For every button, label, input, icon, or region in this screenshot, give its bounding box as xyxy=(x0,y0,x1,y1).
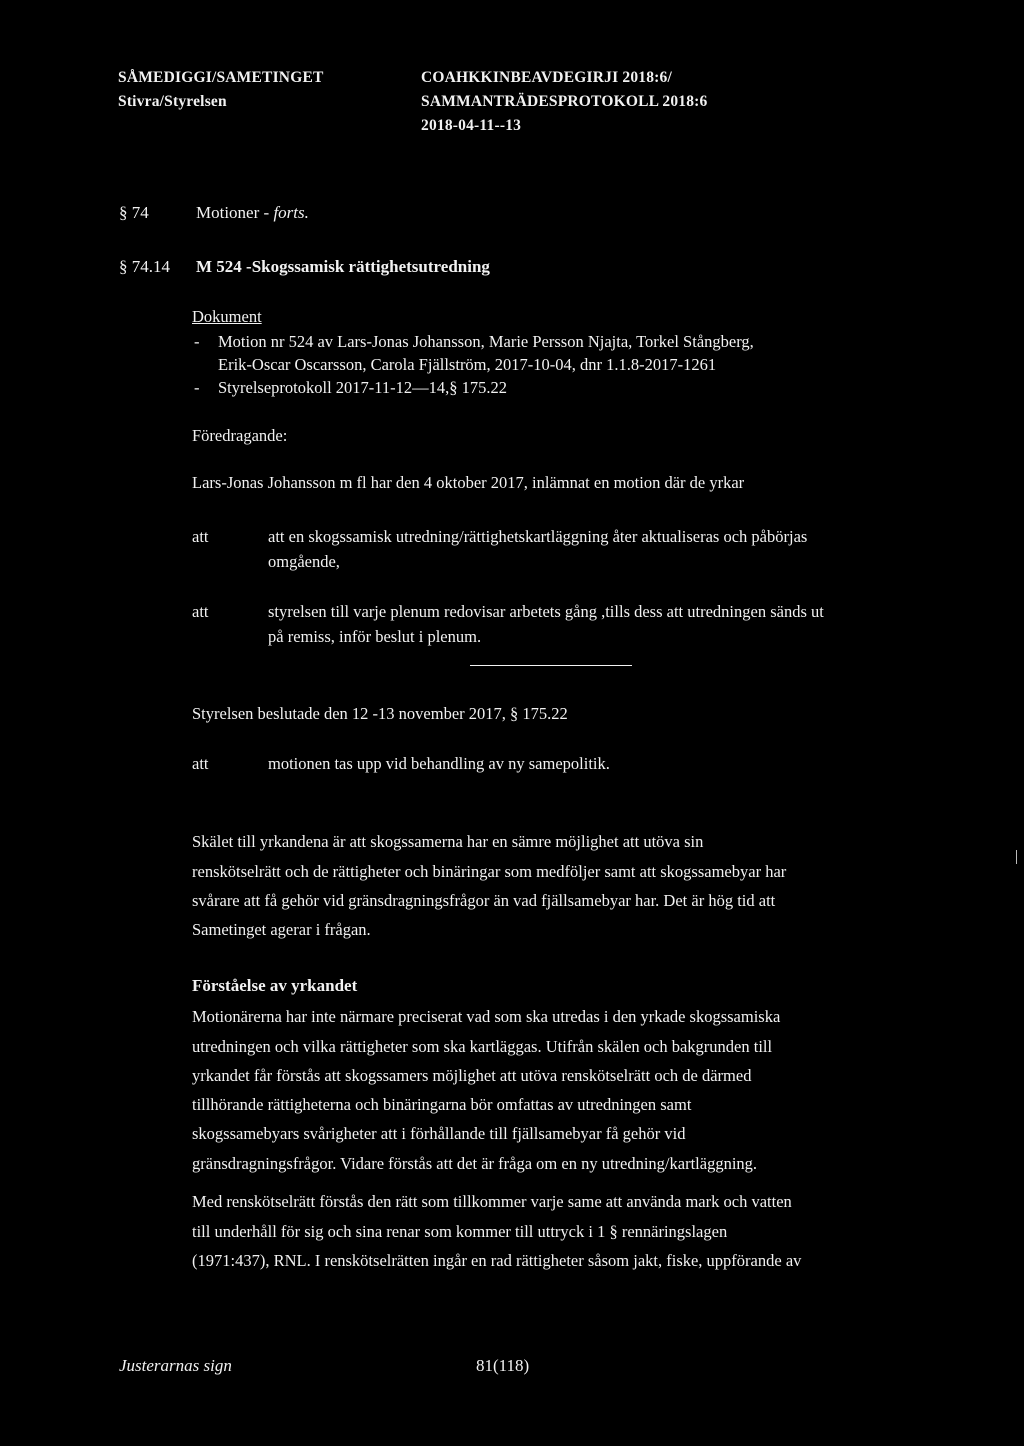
reason-line-1: Skälet till yrkandena är att skogssamerna har en sämre möjlighet att utöva sin xyxy=(192,832,704,851)
documents-heading: Dokument xyxy=(192,307,262,326)
page-number: 81(118) xyxy=(476,1356,530,1375)
divider-line xyxy=(470,665,632,666)
decision-text: Styrelsen beslutade den 12 -13 november 2017, § 175.22 xyxy=(192,704,568,723)
documents-item-1: Motion nr 524 av Lars-Jonas Johansson, Marie Persson Njajta, Torkel Stångberg, xyxy=(218,332,754,351)
claim-2-line1: styrelsen till varje plenum redovisar arbetets gång ,tills dess att utredningen sänds ut xyxy=(268,602,824,621)
claim-2-line2: på remiss, inför beslut i plenum. xyxy=(268,627,482,646)
doc-title-line1: COAHKKINBEAVDEGIRJI 2018:6/ xyxy=(421,69,672,86)
documents-item-1-cont: Erik-Oscar Oscarsson, Carola Fjällström, 2017-10-04, dnr 1.1.8-2017-1261 xyxy=(218,355,717,374)
presenter-label: Föredragande: xyxy=(192,426,288,445)
reason-line-3: svårare att få gehör vid gränsdragningsfrågor än vad fjällsamebyar har. Det är hög tid att xyxy=(192,891,776,910)
understanding-line-5: skogssamebyars svårigheter att i förhållande till fjällsamebyar få gehör vid xyxy=(192,1124,686,1143)
understanding-line-2: utredningen och vilka rättigheter som ska kartläggas. Utifrån skälen och bakgrunden till xyxy=(192,1037,773,1056)
reason-line-4: Sametinget agerar i frågan. xyxy=(192,920,371,939)
claim-1-marker: att xyxy=(192,527,209,546)
subsection-number: § 74.14 xyxy=(119,257,170,276)
org-name: SÅMEDIGGI/SAMETINGET xyxy=(118,69,324,86)
section-title xyxy=(196,203,309,223)
understanding-line-4: tillhörande rättigheterna och binäringarna bör omfattas av utredningen samt xyxy=(192,1095,692,1114)
org-division: Stivra/Styrelsen xyxy=(118,93,227,110)
motion-intro: Lars-Jonas Johansson m fl har den 4 oktober 2017, inlämnat en motion där de yrkar xyxy=(192,473,745,492)
section-number: § 74 xyxy=(119,203,149,222)
claim-1-line2: omgående, xyxy=(268,552,340,571)
bullet-dash: - xyxy=(194,332,200,351)
understanding-heading: Förståelse av yrkandet xyxy=(192,976,358,995)
documents-item-2: Styrelseprotokoll 2017-11-12—14,§ 175.22 xyxy=(218,378,508,397)
doc-date: 2018-04-11--13 xyxy=(421,117,522,134)
understanding-line-6: gränsdragningsfrågor. Vidare förstås att det är fråga om en ny utredning/kartläggning. xyxy=(192,1154,758,1173)
decision-marker: att xyxy=(192,754,209,773)
claim-2-marker: att xyxy=(192,602,209,621)
subsection-title: M 524 -Skogssamisk rättighetsutredning xyxy=(196,257,490,276)
section-title-forts: forts. xyxy=(273,203,309,222)
understanding-line-3: yrkandet får förstås att skogssamers möjlighet att utöva renskötselrätt och de därmed xyxy=(192,1066,752,1085)
decision-resolution: motionen tas upp vid behandling av ny samepolitik. xyxy=(268,754,610,773)
understanding-line-1: Motionärerna har inte närmare preciserat vad som ska utredas i den yrkade skogssamiska xyxy=(192,1007,781,1026)
rights-line-3: (1971:437), RNL. I renskötselrätten ingår en rad rättigheter såsom jakt, fiske, uppförande av xyxy=(192,1251,802,1270)
rights-line-1: Med renskötselrätt förstås den rätt som tillkommer varje same att använda mark och vatten xyxy=(192,1192,792,1211)
reason-line-2: renskötselrätt och de rättigheter och binäringar som medföljer samt att skogssamebyar har xyxy=(192,862,787,881)
bullet-dash: - xyxy=(194,378,200,397)
section-title-text: Motioner - xyxy=(196,203,270,222)
doc-title-line2: SAMMANTRÄDESPROTOKOLL 2018:6 xyxy=(421,93,708,110)
claim-1-line1: att en skogssamisk utredning/rättighetskartläggning åter aktualiseras och påbörjas xyxy=(268,527,808,546)
margin-mark xyxy=(1016,850,1017,864)
signature-label: Justerarnas sign xyxy=(119,1356,232,1375)
rights-line-2: till underhåll för sig och sina renar som kommer till uttryck i 1 § rennäringslagen xyxy=(192,1222,728,1241)
